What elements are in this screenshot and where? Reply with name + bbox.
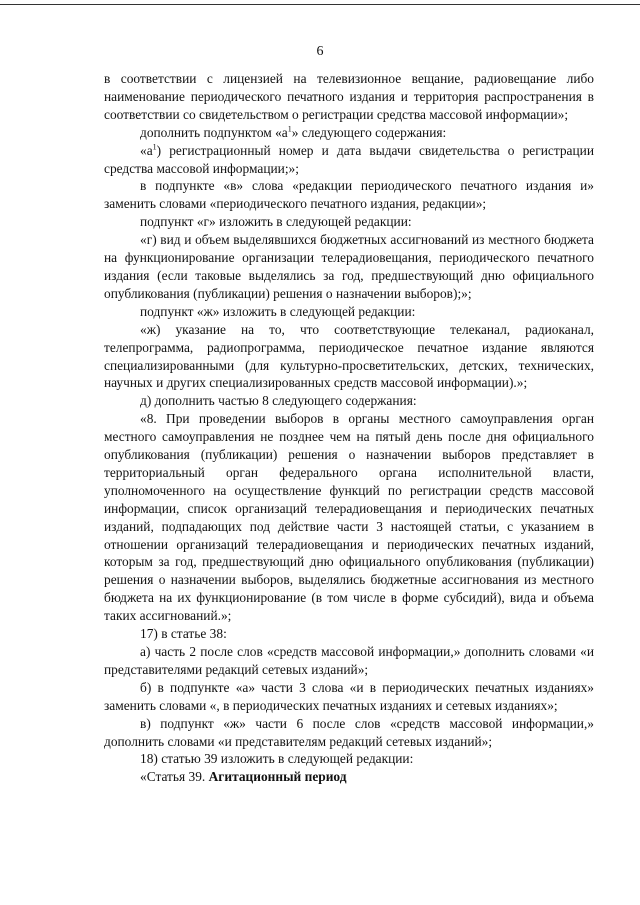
paragraph: б) в подпункте «а» части 3 слова «и в периодических печатных изданиях» заменить словами «, в периодических печатных изданиях и сетевых изданиях»; — [104, 679, 594, 713]
document-body — [104, 70, 594, 786]
paragraph: подпункт «ж» изложить в следующей редакции: — [140, 303, 416, 319]
paragraph: «$а^1$) регистрационный номер и дата выдачи свидетельства о регистрации средства массовой информации;»; — [104, 142, 594, 176]
paragraph: «г) вид и объем выделявшихся бюджетных ассигнований из местного бюджета на функционирование организации телерадиовещания, периодического печатного издания (если таковые выделялись за год, предшествующий дню официального опубликования (публикации) решения о назначении выборов);»; — [104, 232, 594, 301]
paragraph: 17) в статье 38: — [140, 626, 227, 642]
paragraph: а) часть 2 после слов «средств массовой информации,» дополнить словами «и представителями редакций сетевых изданий»; — [104, 644, 594, 677]
paragraph: в соответствии с лицензией на телевизионное вещание, радиовещание либо наименование периодического печатного издания и территория распространения в соответствии со свидетельством о регистрации средства массовой информации»; — [104, 71, 594, 122]
paragraph: «ж) указание на то, что соответствующие телеканал, радиоканал, телепрограмма, радиопрограмма, периодическое печатное издание являются специализированными (для культурно-просветительских, детских, технических, научных и других специализированных средств массовой информации).»; — [104, 321, 594, 391]
scan-edge-line — [0, 4, 640, 5]
paragraph: подпункт «г» изложить в следующей редакции: — [140, 214, 412, 230]
paragraph: д) дополнить частью 8 следующего содержания: — [140, 393, 417, 409]
paragraph: «8. При проведении выборов в органы местного самоуправления орган местного самоуправления не позднее чем на пятый день после дня официального опубликования (публикации) решения о назначении выборов представляет в территориальный орган федерального органа исполнительной власти, уполномоченного на осуществление функций по регистрации средств массовой информации, список организаций телерадиовещания и периодических печатных изданий, подпадающих под действие части 3 настоящей статьи, с указанием в отношении организаций телерадиовещания и периодических печатных изданий, которым за год, предшествующий дню официального опубликования (публикации) решения о назначении выборов, выделялись бюджетные ассигнования из местного бюджета на их функционирование (в том числе в форме субсидий), вида и объема таких ассигнований.»; — [104, 411, 594, 624]
paragraph: в подпункте «в» слова «редакции периодического печатного издания и» заменить словами «периодического печатного издания, редакции»; — [104, 178, 594, 212]
paragraph: 18) статью 39 изложить в следующей редакции: — [140, 751, 414, 767]
paragraph: в) подпункт «ж» части 6 после слов «средств массовой информации,» дополнить словами «и представителям редакций сетевых изданий»; — [104, 715, 594, 749]
page-number: 6 — [316, 44, 324, 59]
paragraph: дополнить подпунктом «$а^1$» следующего содержания: — [140, 124, 447, 140]
article-heading: «Статья 39. Агитационный период — [140, 769, 347, 785]
